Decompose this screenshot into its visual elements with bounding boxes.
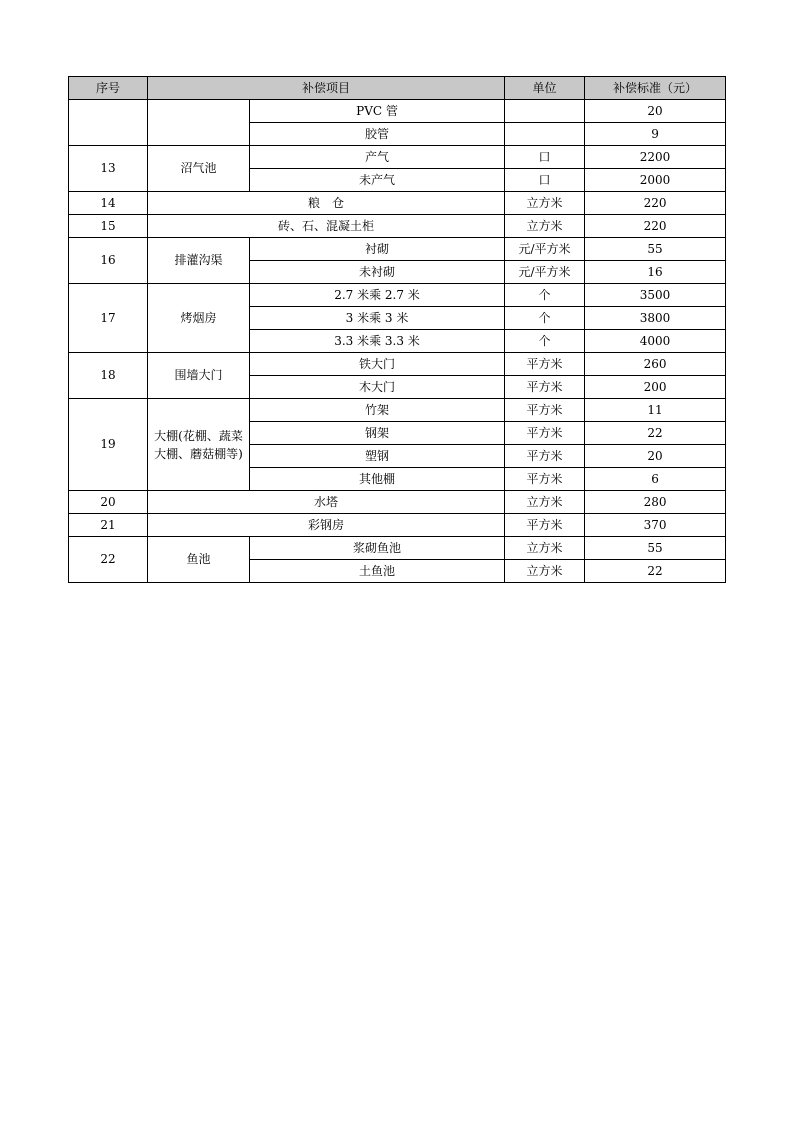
standard-cell: 4000 (585, 330, 726, 353)
standard-cell: 260 (585, 353, 726, 376)
standard-cell: 3500 (585, 284, 726, 307)
sub-item-cell: 3 米乘 3 米 (250, 307, 505, 330)
sub-item-cell: 产气 (250, 146, 505, 169)
sub-item-cell: 土鱼池 (250, 560, 505, 583)
no-cell: 14 (69, 192, 148, 215)
item-cell: 鱼池 (148, 537, 250, 583)
header-unit: 单位 (505, 77, 585, 100)
sub-item-cell: PVC 管 (250, 100, 505, 123)
table-row (69, 100, 726, 123)
item-cell: 大棚(花棚、蔬菜大棚、蘑菇棚等) (148, 399, 250, 491)
standard-cell: 11 (585, 399, 726, 422)
standard-cell: 3800 (585, 307, 726, 330)
unit-cell: 平方米 (505, 514, 585, 537)
standard-cell: 2000 (585, 169, 726, 192)
unit-cell: 个 (505, 330, 585, 353)
header-standard: 补偿标准（元） (585, 77, 726, 100)
unit-cell: 平方米 (505, 376, 585, 399)
no-cell: 19 (69, 399, 148, 491)
table-row (69, 514, 726, 537)
unit-cell: 个 (505, 307, 585, 330)
sub-item-cell: 衬砌 (250, 238, 505, 261)
item-cell: 彩钢房 (148, 514, 505, 537)
unit-cell: 平方米 (505, 422, 585, 445)
sub-item-cell: 木大门 (250, 376, 505, 399)
item-cell: 粮 仓 (148, 192, 505, 215)
no-cell: 17 (69, 284, 148, 353)
standard-cell: 55 (585, 537, 726, 560)
standard-cell: 6 (585, 468, 726, 491)
table-row (69, 284, 726, 307)
sub-item-cell: 其他棚 (250, 468, 505, 491)
compensation-table (68, 76, 726, 583)
table-row (69, 399, 726, 422)
unit-cell (505, 123, 585, 146)
unit-cell: 立方米 (505, 560, 585, 583)
no-cell: 13 (69, 146, 148, 192)
table-row (69, 238, 726, 261)
table-row (69, 353, 726, 376)
standard-cell: 280 (585, 491, 726, 514)
no-cell: 16 (69, 238, 148, 284)
table-row (69, 192, 726, 215)
table-row (69, 537, 726, 560)
no-cell: 18 (69, 353, 148, 399)
unit-cell: 立方米 (505, 491, 585, 514)
standard-cell: 22 (585, 560, 726, 583)
sub-item-cell: 塑钢 (250, 445, 505, 468)
table-row (69, 146, 726, 169)
sub-item-cell: 胶管 (250, 123, 505, 146)
sub-item-cell: 浆砌鱼池 (250, 537, 505, 560)
standard-cell: 370 (585, 514, 726, 537)
table-row (69, 215, 726, 238)
item-cell: 水塔 (148, 491, 505, 514)
no-cell (69, 100, 148, 146)
sub-item-cell: 铁大门 (250, 353, 505, 376)
standard-cell: 22 (585, 422, 726, 445)
header-no: 序号 (69, 77, 148, 100)
sub-item-cell: 未衬砌 (250, 261, 505, 284)
sub-item-cell: 未产气 (250, 169, 505, 192)
standard-cell: 16 (585, 261, 726, 284)
standard-cell: 9 (585, 123, 726, 146)
no-cell: 15 (69, 215, 148, 238)
standard-cell: 220 (585, 215, 726, 238)
item-cell: 砖、石、混凝土柜 (148, 215, 505, 238)
unit-cell: 个 (505, 284, 585, 307)
unit-cell: 元/平方米 (505, 261, 585, 284)
header-row (69, 77, 726, 100)
no-cell: 21 (69, 514, 148, 537)
item-cell: 排灌沟渠 (148, 238, 250, 284)
unit-cell: 元/平方米 (505, 238, 585, 261)
item-cell: 烤烟房 (148, 284, 250, 353)
item-cell (148, 100, 250, 146)
standard-cell: 2200 (585, 146, 726, 169)
standard-cell: 200 (585, 376, 726, 399)
unit-cell: 平方米 (505, 353, 585, 376)
no-cell: 20 (69, 491, 148, 514)
unit-cell: 口 (505, 146, 585, 169)
standard-cell: 20 (585, 445, 726, 468)
unit-cell (505, 100, 585, 123)
header-item: 补偿项目 (148, 77, 505, 100)
item-cell: 沼气池 (148, 146, 250, 192)
unit-cell: 立方米 (505, 215, 585, 238)
unit-cell: 平方米 (505, 399, 585, 422)
table-row (69, 491, 726, 514)
unit-cell: 平方米 (505, 468, 585, 491)
item-cell: 围墙大门 (148, 353, 250, 399)
standard-cell: 220 (585, 192, 726, 215)
unit-cell: 立方米 (505, 192, 585, 215)
unit-cell: 立方米 (505, 537, 585, 560)
sub-item-cell: 2.7 米乘 2.7 米 (250, 284, 505, 307)
sub-item-cell: 3.3 米乘 3.3 米 (250, 330, 505, 353)
sub-item-cell: 竹架 (250, 399, 505, 422)
sub-item-cell: 钢架 (250, 422, 505, 445)
standard-cell: 20 (585, 100, 726, 123)
no-cell: 22 (69, 537, 148, 583)
standard-cell: 55 (585, 238, 726, 261)
unit-cell: 平方米 (505, 445, 585, 468)
unit-cell: 口 (505, 169, 585, 192)
